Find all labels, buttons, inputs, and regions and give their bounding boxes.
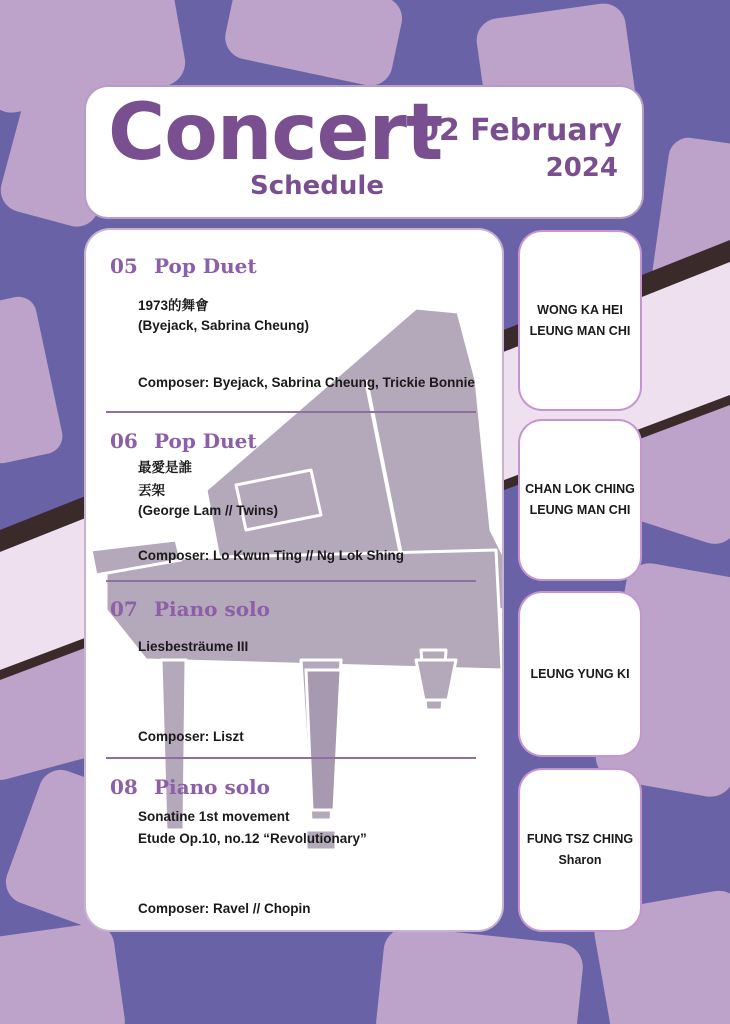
performer-name: LEUNG MAN CHI — [529, 323, 631, 338]
item-heading — [110, 429, 257, 453]
program-card — [86, 230, 502, 930]
piece-title: 丟架 — [138, 483, 165, 498]
performer-name: Sharon — [558, 853, 602, 867]
performer-card — [520, 770, 640, 930]
item-category: Piano solo — [154, 775, 270, 799]
piece-artist: (Byejack, Sabrina Cheung) — [138, 318, 310, 333]
section-divider — [106, 580, 476, 582]
item-category: Pop Duet — [154, 254, 257, 278]
piece-title: 最愛是誰 — [138, 460, 192, 475]
composer-line: Composer: Ravel // Chopin — [138, 901, 311, 916]
performer-name: LEUNG MAN CHI — [529, 503, 631, 517]
poster-subtitle: Schedule — [250, 171, 384, 201]
poster-title: Concert — [108, 88, 443, 178]
piece-title: Etude Op.10, no.12 “Revolutionary” — [138, 831, 367, 846]
event-date: 02 February — [417, 113, 622, 148]
piece-title: Liesbesträume III — [138, 639, 249, 654]
piece-title: Sonatine 1st movement — [138, 809, 290, 824]
item-category: Pop Duet — [154, 429, 257, 453]
header-card — [86, 87, 642, 217]
item-number: 05 — [110, 254, 138, 278]
item-number: 08 — [110, 775, 138, 799]
piece-artist: (George Lam // Twins) — [138, 503, 279, 518]
composer-line: Composer: Lo Kwun Ting // Ng Lok Shing — [138, 548, 404, 563]
item-category: Piano solo — [154, 597, 270, 621]
item-heading — [110, 775, 270, 799]
item-number: 06 — [110, 429, 138, 453]
event-year: 2024 — [545, 153, 618, 183]
composer-line: Composer: Liszt — [138, 729, 244, 744]
section-divider — [106, 757, 476, 759]
performer-name: LEUNG YUNG KI — [530, 666, 630, 681]
performer-name: CHAN LOK CHING — [525, 482, 635, 496]
section-divider — [106, 411, 476, 413]
piece-title: 1973的舞會 — [138, 298, 209, 313]
performer-card — [520, 421, 640, 579]
composer-line: Composer: Byejack, Sabrina Cheung, Trickie Bonnie — [138, 375, 475, 390]
performer-card — [520, 593, 640, 755]
item-heading — [110, 254, 257, 278]
performer-name: FUNG TSZ CHING — [526, 832, 634, 846]
performer-card — [520, 232, 640, 409]
performer-name: WONG KA HEI — [537, 302, 623, 317]
item-number: 07 — [110, 597, 138, 621]
item-heading — [110, 597, 270, 621]
